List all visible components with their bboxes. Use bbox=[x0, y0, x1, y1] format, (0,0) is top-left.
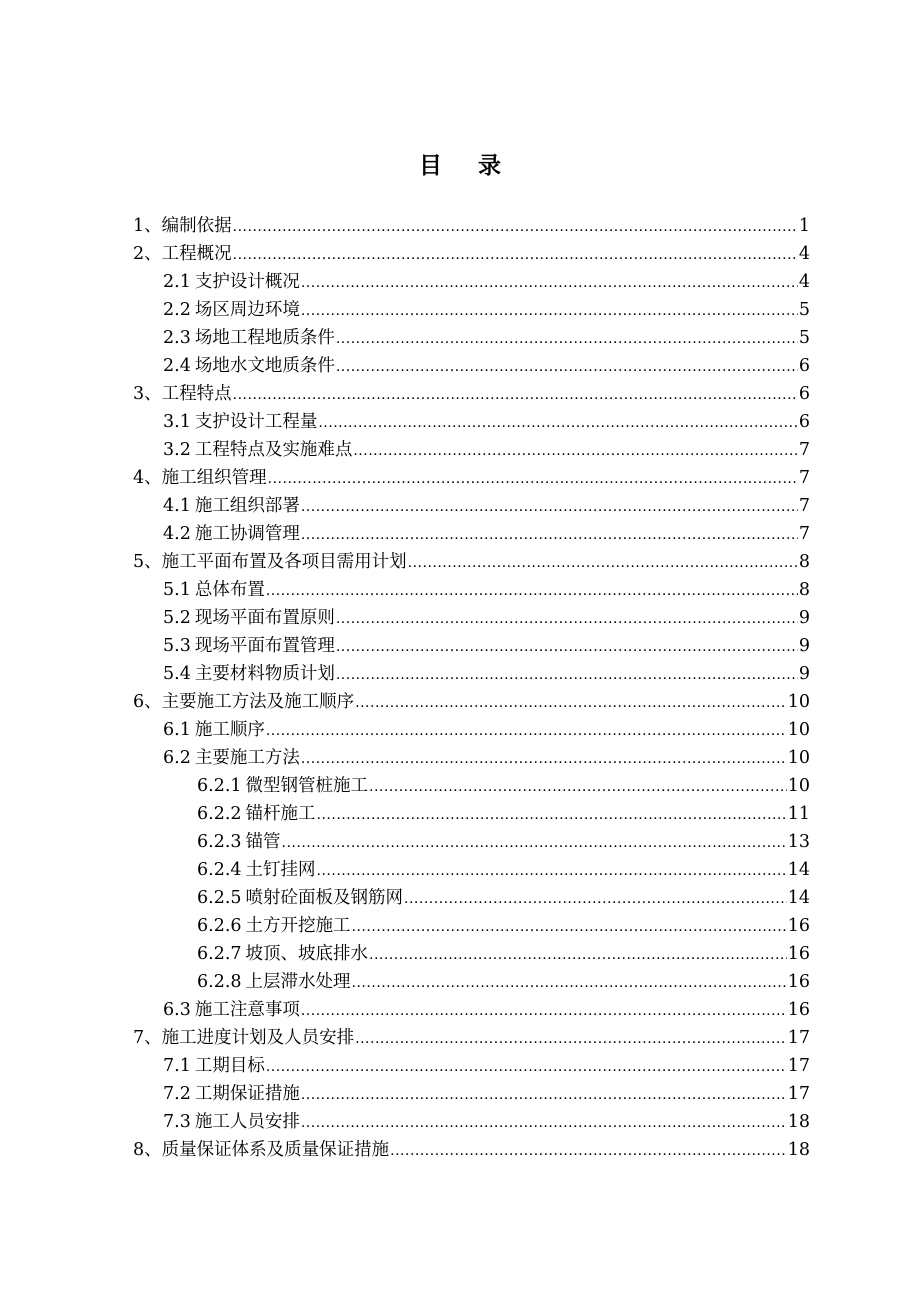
toc-dot-leader bbox=[336, 661, 798, 689]
toc-dot-leader bbox=[301, 997, 787, 1025]
toc-entry-label: 工程特点 bbox=[161, 384, 232, 404]
toc-dot-leader bbox=[404, 885, 787, 913]
toc-dot-leader bbox=[301, 521, 798, 549]
toc-entry[interactable] bbox=[0, 912, 920, 940]
toc-dot-leader bbox=[352, 913, 787, 941]
toc-entry-label: 场地工程地质条件 bbox=[194, 328, 335, 348]
toc-entry[interactable] bbox=[0, 408, 920, 436]
toc-page-number: 10 bbox=[787, 692, 810, 712]
toc-page-number: 4 bbox=[798, 272, 810, 292]
toc-page-number: 16 bbox=[787, 916, 810, 936]
toc-entry[interactable] bbox=[0, 576, 920, 604]
toc-entry[interactable] bbox=[0, 1024, 920, 1052]
toc-entry[interactable] bbox=[0, 968, 920, 996]
toc-entry[interactable] bbox=[0, 352, 920, 380]
toc-entry-number: 7.3 bbox=[163, 1112, 191, 1132]
toc-entry-label: 微型钢管桩施工 bbox=[245, 776, 369, 796]
toc-entry[interactable] bbox=[0, 660, 920, 688]
toc-dot-leader bbox=[301, 745, 787, 773]
toc-dot-leader bbox=[390, 1137, 787, 1165]
toc-page-number: 8 bbox=[798, 580, 810, 600]
toc-dot-leader bbox=[369, 941, 787, 969]
toc-dot-leader bbox=[336, 325, 798, 353]
toc-page-number: 16 bbox=[787, 944, 810, 964]
toc-entry-number: 2.4 bbox=[163, 356, 191, 376]
toc-page-number: 4 bbox=[798, 244, 810, 264]
toc-entry-label: 施工人员安排 bbox=[194, 1112, 300, 1132]
toc-page-number: 9 bbox=[798, 664, 810, 684]
toc-entry-label: 主要材料物质计划 bbox=[194, 664, 335, 684]
toc-entry-label: 锚管 bbox=[245, 832, 281, 852]
toc-entry-label: 施工协调管理 bbox=[194, 524, 300, 544]
toc-entry[interactable] bbox=[0, 716, 920, 744]
toc-entry-label: 场地水文地质条件 bbox=[194, 356, 335, 376]
toc-page-number: 8 bbox=[798, 552, 810, 572]
toc-dot-leader bbox=[369, 773, 787, 801]
toc-page-number: 16 bbox=[787, 972, 810, 992]
toc-entry-number: 2.2 bbox=[163, 300, 191, 320]
toc-entry-label: 编制依据 bbox=[161, 216, 232, 236]
toc-entry-number: 6.2.8 bbox=[197, 972, 242, 992]
toc-entry[interactable] bbox=[0, 856, 920, 884]
toc-dot-leader bbox=[233, 381, 798, 409]
toc-dot-leader bbox=[317, 857, 787, 885]
toc-page-number: 17 bbox=[787, 1084, 810, 1104]
toc-entry-number: 3.1 bbox=[163, 412, 191, 432]
toc-entry-number: 7、 bbox=[133, 1028, 162, 1048]
toc-entry-number: 3.2 bbox=[163, 440, 191, 460]
toc-entry-number: 2.3 bbox=[163, 328, 191, 348]
toc-page-number: 11 bbox=[787, 804, 810, 824]
toc-entry-number: 6.2.4 bbox=[197, 860, 242, 880]
toc-dot-leader bbox=[408, 549, 798, 577]
toc-entry[interactable] bbox=[0, 884, 920, 912]
toc-entry[interactable] bbox=[0, 744, 920, 772]
toc-entry[interactable] bbox=[0, 380, 920, 408]
toc-entry-label: 工期保证措施 bbox=[194, 1084, 300, 1104]
toc-page-number: 9 bbox=[798, 608, 810, 628]
toc-page-number: 6 bbox=[798, 356, 810, 376]
toc-entry[interactable] bbox=[0, 688, 920, 716]
toc-dot-leader bbox=[266, 717, 787, 745]
toc-entry-number: 6.3 bbox=[163, 1000, 191, 1020]
toc-entry-label: 施工组织部署 bbox=[194, 496, 300, 516]
toc-entry[interactable] bbox=[0, 212, 920, 240]
toc-entry-label: 工期目标 bbox=[194, 1056, 265, 1076]
toc-entry-label: 支护设计概况 bbox=[194, 272, 300, 292]
toc-dot-leader bbox=[301, 1081, 787, 1109]
toc-dot-leader bbox=[318, 409, 798, 437]
toc-entry-number: 5、 bbox=[133, 552, 162, 572]
toc-entry-label: 土钉挂网 bbox=[245, 860, 316, 880]
toc-entry-number: 6.2.3 bbox=[197, 832, 242, 852]
toc-entry-label: 主要施工方法 bbox=[194, 748, 300, 768]
toc-dot-leader bbox=[301, 493, 798, 521]
toc-page-number: 5 bbox=[798, 300, 810, 320]
toc-entry[interactable] bbox=[0, 492, 920, 520]
toc-dot-leader bbox=[301, 297, 798, 325]
toc-entry[interactable] bbox=[0, 296, 920, 324]
toc-entry-number: 6.2.1 bbox=[197, 776, 242, 796]
toc-entry[interactable] bbox=[0, 464, 920, 492]
toc-dot-leader bbox=[355, 689, 787, 717]
toc-page-number: 18 bbox=[787, 1140, 810, 1160]
toc-entry[interactable] bbox=[0, 828, 920, 856]
toc-entry-number: 5.4 bbox=[163, 664, 191, 684]
toc-page-number: 1 bbox=[798, 216, 810, 236]
toc-entry-number: 6.2 bbox=[163, 748, 191, 768]
toc-entry-label: 现场平面布置管理 bbox=[194, 636, 335, 656]
toc-entry-label: 工程概况 bbox=[161, 244, 232, 264]
toc-entry-number: 6.2.5 bbox=[197, 888, 242, 908]
toc-entry-label: 坡顶、坡底排水 bbox=[245, 944, 369, 964]
toc-entry-number: 6.2.6 bbox=[197, 916, 242, 936]
toc-dot-leader bbox=[336, 605, 798, 633]
toc-page-number: 10 bbox=[787, 776, 810, 796]
toc-page-number: 14 bbox=[787, 888, 810, 908]
toc-entry[interactable] bbox=[0, 324, 920, 352]
toc-page-number: 6 bbox=[798, 412, 810, 432]
toc-entry-label: 锚杆施工 bbox=[245, 804, 316, 824]
toc-page-number: 5 bbox=[798, 328, 810, 348]
toc-entry-number: 2.1 bbox=[163, 272, 191, 292]
toc-page-number: 7 bbox=[798, 440, 810, 460]
table-of-contents bbox=[0, 212, 920, 1164]
toc-dot-leader bbox=[301, 269, 798, 297]
toc-entry-number: 1、 bbox=[133, 216, 162, 236]
toc-entry-label: 土方开挖施工 bbox=[245, 916, 351, 936]
toc-entry[interactable] bbox=[0, 436, 920, 464]
toc-entry-label: 施工平面布置及各项目需用计划 bbox=[161, 552, 407, 572]
toc-entry-label: 质量保证体系及质量保证措施 bbox=[161, 1140, 390, 1160]
toc-entry[interactable] bbox=[0, 800, 920, 828]
toc-entry[interactable] bbox=[0, 1052, 920, 1080]
toc-entry-number: 5.1 bbox=[163, 580, 191, 600]
toc-entry-label: 上层滞水处理 bbox=[245, 972, 351, 992]
toc-dot-leader bbox=[268, 465, 798, 493]
toc-entry-number: 5.2 bbox=[163, 608, 191, 628]
toc-entry-number: 6.1 bbox=[163, 720, 191, 740]
toc-dot-leader bbox=[352, 969, 787, 997]
toc-dot-leader bbox=[301, 1109, 787, 1137]
toc-page-number: 10 bbox=[787, 720, 810, 740]
toc-page-number: 16 bbox=[787, 1000, 810, 1020]
toc-entry[interactable] bbox=[0, 632, 920, 660]
toc-entry-label: 施工进度计划及人员安排 bbox=[161, 1028, 355, 1048]
toc-entry-number: 4.1 bbox=[163, 496, 191, 516]
toc-entry-label: 施工顺序 bbox=[194, 720, 265, 740]
toc-page-number: 7 bbox=[798, 496, 810, 516]
toc-page-number: 17 bbox=[787, 1056, 810, 1076]
toc-entry-label: 支护设计工程量 bbox=[194, 412, 318, 432]
toc-entry-label: 施工注意事项 bbox=[194, 1000, 300, 1020]
toc-dot-leader bbox=[355, 1025, 787, 1053]
toc-entry-number: 7.2 bbox=[163, 1084, 191, 1104]
toc-page-number: 9 bbox=[798, 636, 810, 656]
toc-dot-leader bbox=[233, 213, 798, 241]
toc-entry-number: 6.2.7 bbox=[197, 944, 242, 964]
toc-entry[interactable] bbox=[0, 268, 920, 296]
toc-entry-number: 6.2.2 bbox=[197, 804, 242, 824]
toc-entry-label: 工程特点及实施难点 bbox=[194, 440, 353, 460]
toc-entry[interactable] bbox=[0, 940, 920, 968]
toc-entry-label: 施工组织管理 bbox=[161, 468, 267, 488]
toc-entry-number: 5.3 bbox=[163, 636, 191, 656]
toc-entry[interactable] bbox=[0, 1136, 920, 1164]
toc-entry-number: 4、 bbox=[133, 468, 162, 488]
toc-entry[interactable] bbox=[0, 548, 920, 576]
toc-page-number: 7 bbox=[798, 524, 810, 544]
toc-entry-label: 场区周边环境 bbox=[194, 300, 300, 320]
toc-title: 目 录 bbox=[418, 152, 515, 179]
toc-dot-leader bbox=[266, 577, 798, 605]
toc-entry-label: 现场平面布置原则 bbox=[194, 608, 335, 628]
toc-page-number: 6 bbox=[798, 384, 810, 404]
toc-page-number: 14 bbox=[787, 860, 810, 880]
toc-dot-leader bbox=[266, 1053, 787, 1081]
toc-dot-leader bbox=[336, 353, 798, 381]
toc-entry-label: 总体布置 bbox=[194, 580, 265, 600]
toc-entry[interactable] bbox=[0, 1108, 920, 1136]
toc-page-number: 13 bbox=[787, 832, 810, 852]
toc-dot-leader bbox=[336, 633, 798, 661]
toc-entry[interactable] bbox=[0, 1080, 920, 1108]
toc-page-number: 7 bbox=[798, 468, 810, 488]
toc-page-number: 18 bbox=[787, 1112, 810, 1132]
toc-entry[interactable] bbox=[0, 604, 920, 632]
toc-dot-leader bbox=[233, 241, 798, 269]
toc-dot-leader bbox=[317, 801, 787, 829]
toc-entry-number: 2、 bbox=[133, 244, 162, 264]
toc-page-number: 10 bbox=[787, 748, 810, 768]
toc-dot-leader bbox=[353, 437, 798, 465]
toc-entry-number: 3、 bbox=[133, 384, 162, 404]
toc-entry[interactable] bbox=[0, 996, 920, 1024]
toc-entry-label: 主要施工方法及施工顺序 bbox=[161, 692, 355, 712]
toc-entry-number: 6、 bbox=[133, 692, 162, 712]
toc-entry-label: 喷射砼面板及钢筋网 bbox=[245, 888, 404, 908]
toc-entry-number: 8、 bbox=[133, 1140, 162, 1160]
toc-page-number: 17 bbox=[787, 1028, 810, 1048]
toc-entry-number: 4.2 bbox=[163, 524, 191, 544]
toc-entry[interactable] bbox=[0, 772, 920, 800]
toc-entry[interactable] bbox=[0, 240, 920, 268]
toc-entry-number: 7.1 bbox=[163, 1056, 191, 1076]
toc-entry[interactable] bbox=[0, 520, 920, 548]
toc-dot-leader bbox=[282, 829, 787, 857]
